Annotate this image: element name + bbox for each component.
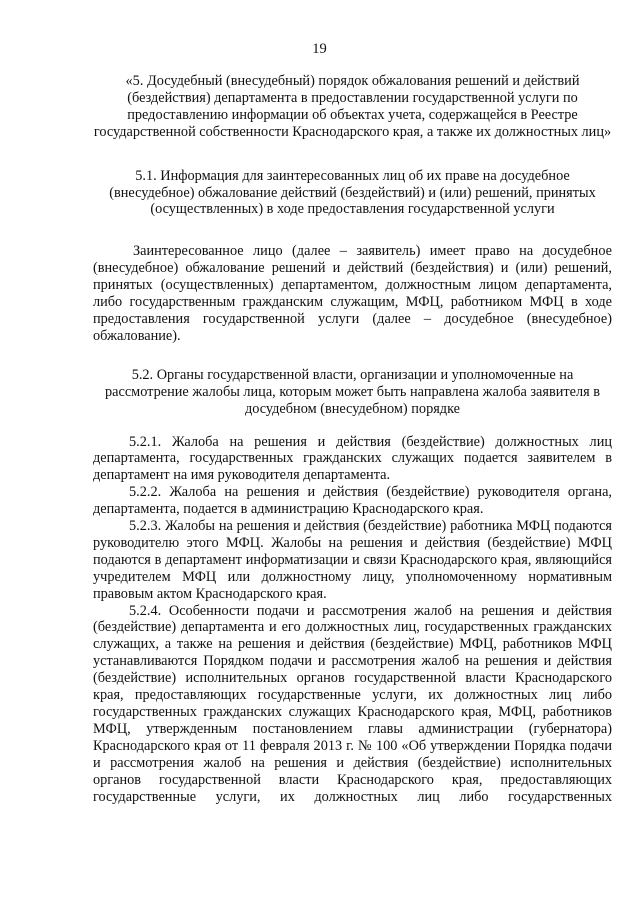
section-5-heading: «5. Досудебный (внесудебный) порядок обжалования решений и действий (бездействия) департамента в предоставлении государственной услуги по предоставлению информации об объектах учета, содержащейся в Реестре государственной собственности Краснодарского края, а также их должностных лиц»	[93, 73, 612, 140]
section-5-2-4-paragraph: 5.2.4. Особенности подачи и рассмотрения жалоб на решения и действия (бездействие) департамента и его должностных лиц, государственных гражданских служащих, а также на решения и действия (бездействие) МФЦ, работников МФЦ устанавливаются Порядком подачи и рассмотрения жалоб на решения и действия (бездействие) исполнительных органов государственной власти Краснодарского края, предоставляющих государственные услуги, их должностных лиц либо государственных гражданских служащих Краснодарского края, МФЦ, работников МФЦ, утвержденным постановлением главы администрации (губернатора) Краснодарского края от 11 февраля 2013 г. № 100 «Об утверждении Порядка подачи и рассмотрения жалоб на решения и действия (бездействие) исполнительных органов государственной власти Краснодарского края, предоставляющих государственные услуги, их должностных лиц либо государственных	[93, 602, 612, 805]
page-number: 19	[312, 41, 327, 57]
section-5-2-3-paragraph: 5.2.3. Жалобы на решения и действия (бездействие) работника МФЦ подаются руководителю этого МФЦ. Жалобы на решения и действия (бездействие) МФЦ подаются в департамент информатизации и связи Краснодарского края, являющийся учредителем МФЦ или должностному лицу, уполномоченному нормативным правовым актом Краснодарского края.	[93, 518, 612, 602]
section-5-1-heading: 5.1. Информация для заинтересованных лиц об их праве на досудебное (внесудебное) обжалование действий (бездействий) и (или) решений, принятых (осуществленных) в ходе предоставления государственной услуги	[109, 167, 596, 218]
section-5-1-paragraph: Заинтересованное лицо (далее – заявитель) имеет право на досудебное (внесудебное) обжалование решений и действий (бездействия) и (или) решений, принятых (осуществленных) департаментом, должностным лицом департамента, либо государственным гражданским служащим, МФЦ, работником МФЦ в ходе предоставления государственной услуги (далее – досудебное (внесудебное) обжалование).	[93, 243, 612, 344]
section-5-2-1-paragraph: 5.2.1. Жалоба на решения и действия (бездействие) должностных лиц департамента, государственных гражданских служащих подается заявителем в департамент на имя руководителя департамента.	[93, 433, 612, 484]
page-content	[93, 73, 612, 805]
section-5-2-heading: 5.2. Органы государственной власти, организации и уполномоченные на рассмотрение жалобы лица, которым может быть направлена жалоба заявителя в досудебном (внесудебном) порядке	[104, 366, 601, 417]
section-5-2-2-paragraph: 5.2.2. Жалоба на решения и действия (бездействие) руководителя органа, департамента, подается в администрацию Краснодарского края.	[93, 484, 612, 518]
